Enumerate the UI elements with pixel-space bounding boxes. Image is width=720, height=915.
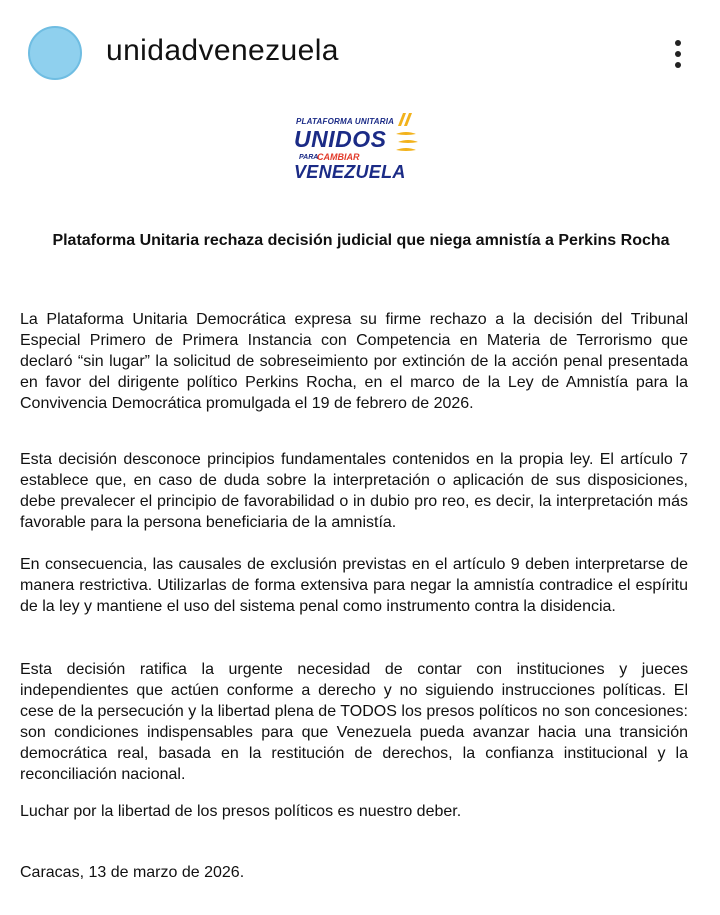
statement-paragraph: Esta decisión ratifica la urgente necesidad de contar con instituciones y jueces independientes que actúen conforme a derecho y no siguiendo instrucciones políticas. El cese de la persecución y la libertad plena de TODOS los presos políticos no son concesiones: son condiciones indispensables para que Venezuela pueda avanzar hacia una transición democrática real, basada en la restitución de derechos, la confianza institucional y la reconciliación nacional. (20, 661, 688, 783)
avatar[interactable] (28, 26, 82, 80)
logo-cambiar-text: CAMBIAR (317, 152, 360, 162)
statement-paragraph: Esta decisión desconoce principios fundamentales contenidos en la propia ley. El artículo 7 establece que, en caso de duda sobre la interpretación o aplicación de sus disposiciones, debe prevalecer el principio de favorabilidad o in dubio pro reo, es decir, la interpretación más favorable para la persona beneficiaria de la amnistía. (20, 451, 688, 531)
logo-stripes-icon (390, 112, 430, 162)
statement-paragraph: En consecuencia, las causales de exclusión previstas en el artículo 9 deben interpretarse de manera restrictiva. Utilizarlas de forma extensiva para negar la amnistía contradice el espíritu de la ley y mantiene el uso del sistema penal como instrumento contra la disidencia. (20, 556, 688, 615)
logo-main-text: UNIDOS (294, 126, 387, 152)
more-vertical-icon (675, 51, 681, 57)
statement-paragraph: La Plataforma Unitaria Democrática expresa su firme rechazo a la decisión del Tribunal Especial Primero de Primera Instancia con Competencia en Materia de Terrorismo que declaró “sin lugar” la solicitud de sobreseimiento por extinción de la acción penal presentada en favor del dirigente político Perkins Rocha, en el marco de la Ley de Amnistía para la Convivencia Democrática promulgada el 19 de febrero de 2026. (20, 311, 688, 412)
more-options-button[interactable] (665, 37, 691, 71)
plataforma-unitaria-logo (290, 112, 430, 188)
username[interactable]: unidadvenezuela (106, 34, 339, 67)
statement-title: Plataforma Unitaria rechaza decisión judicial que niega amnistía a Perkins Rocha (52, 232, 670, 249)
statement-place-date: Caracas, 13 de marzo de 2026. (20, 864, 245, 881)
more-vertical-icon (675, 62, 681, 68)
statement-closing-line: Luchar por la libertad de los presos políticos es nuestro deber. (20, 803, 462, 820)
logo-para-text: PARA (299, 154, 319, 161)
logo-top-text: PLATAFORMA UNITARIA (296, 117, 395, 126)
more-vertical-icon (675, 40, 681, 46)
post-header (0, 0, 720, 104)
logo-country-text: VENEZUELA (294, 162, 406, 182)
